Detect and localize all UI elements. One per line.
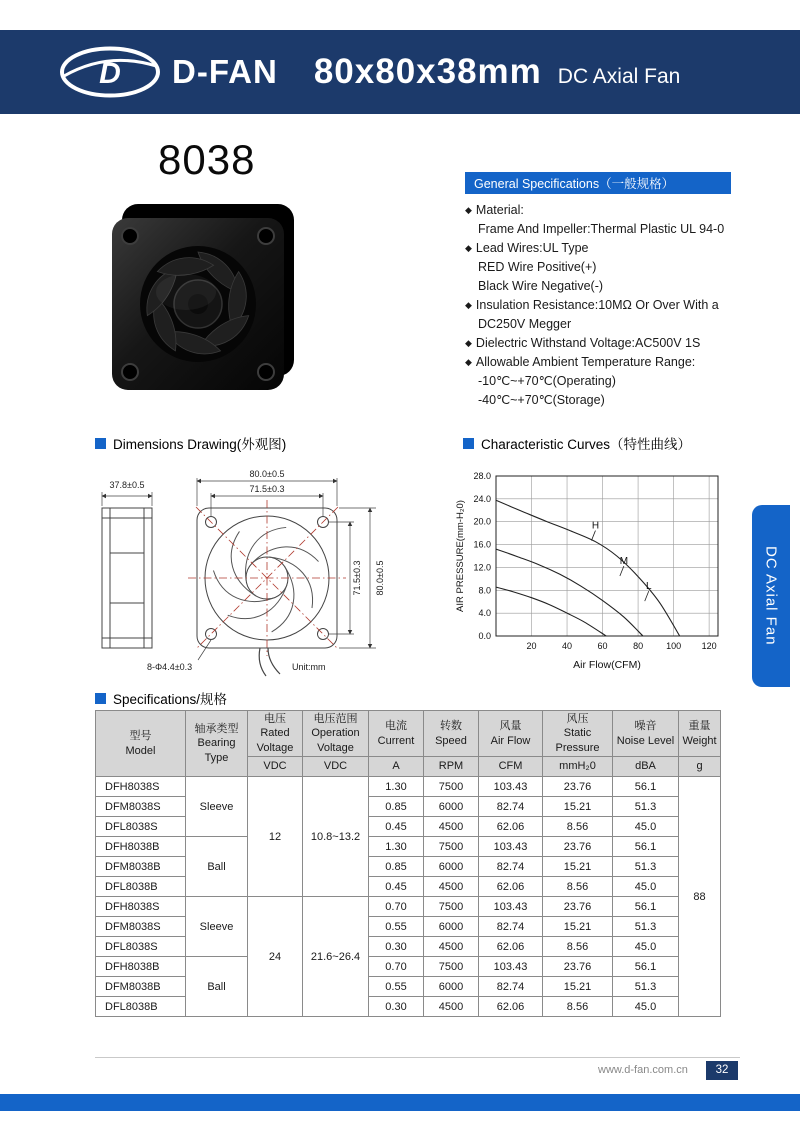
side-view	[102, 508, 152, 648]
table-cell: 0.85	[369, 857, 424, 877]
section-specifications	[95, 688, 227, 708]
table-cell: 56.1	[613, 957, 679, 977]
column-unit: VDC	[303, 757, 369, 777]
curves-plot	[473, 471, 718, 651]
table-cell: 15.21	[543, 797, 613, 817]
table-cell: 23.76	[543, 777, 613, 797]
header-title-group	[314, 52, 681, 92]
column-header: 转数 Speed	[424, 711, 479, 757]
spec-text: Frame And Impeller:Thermal Plastic UL 94-0	[478, 222, 725, 236]
diamond-bullet-icon: ◆	[465, 338, 472, 348]
spec-line	[465, 201, 755, 220]
table-cell: 103.43	[479, 837, 543, 857]
section-square-icon	[463, 438, 474, 449]
column-header: 噪音 Noise Level	[613, 711, 679, 757]
product-photo	[106, 196, 304, 406]
table-cell: 15.21	[543, 917, 613, 937]
spec-line	[465, 220, 755, 239]
brand-name: D-FAN	[172, 53, 278, 90]
table-cell: 4500	[424, 997, 479, 1017]
diamond-bullet-icon: ◆	[465, 205, 472, 215]
plot-border	[496, 476, 718, 636]
characteristic-curves-chart	[452, 466, 730, 684]
table-cell: 1.30	[369, 777, 424, 797]
table-cell: DFM8038B	[96, 977, 186, 997]
table-cell: DFH8038B	[96, 837, 186, 857]
table-row	[96, 897, 721, 917]
spec-line	[465, 372, 755, 391]
table-cell: DFM8038B	[96, 857, 186, 877]
table-cell: 0.45	[369, 877, 424, 897]
table-cell: 8.56	[543, 877, 613, 897]
chart-xlabel: Air Flow(CFM)	[573, 659, 641, 671]
side-tab: DC Axial Fan	[752, 505, 790, 687]
table-cell: 8.56	[543, 817, 613, 837]
table-cell: DFM8038S	[96, 917, 186, 937]
diamond-bullet-icon: ◆	[465, 357, 472, 367]
table-cell: 15.21	[543, 977, 613, 997]
table-cell: 7500	[424, 777, 479, 797]
column-header: 重量 Weight	[679, 711, 721, 757]
table-cell: 45.0	[613, 817, 679, 837]
table-cell: 51.3	[613, 977, 679, 997]
table-cell: 4500	[424, 937, 479, 957]
spec-line	[465, 239, 755, 258]
spec-text: Material:	[475, 203, 524, 217]
spec-line	[465, 391, 755, 410]
curve-label-leader	[591, 531, 595, 541]
brand-logo-icon	[58, 45, 162, 99]
curve-label-leader	[645, 591, 649, 601]
spec-line	[465, 315, 755, 334]
spec-text: Lead Wires:UL Type	[475, 241, 589, 255]
spec-text: -40℃~+70℃(Storage)	[478, 393, 605, 407]
table-cell: 0.30	[369, 937, 424, 957]
x-tick-label: 80	[633, 641, 644, 651]
logo-letter: D	[99, 57, 121, 90]
column-header: 型号 Model	[96, 711, 186, 777]
table-cell: Sleeve	[186, 897, 248, 957]
spec-text: Allowable Ambient Temperature Range:	[475, 355, 696, 369]
general-specs-header: General Specifications（一般规格）	[465, 172, 731, 194]
table-cell: 88	[679, 777, 721, 1017]
column-unit: dBA	[613, 757, 679, 777]
front-view-blades	[213, 527, 319, 632]
y-tick-label: 12.0	[473, 562, 491, 573]
table-cell: 6000	[424, 977, 479, 997]
column-unit: CFM	[479, 757, 543, 777]
table-cell: 82.74	[479, 857, 543, 877]
curves-svg	[452, 466, 730, 684]
spec-table-head	[96, 711, 721, 777]
table-cell: 0.85	[369, 797, 424, 817]
table-cell: 62.06	[479, 817, 543, 837]
depth-dimension-lines	[102, 492, 152, 506]
dim-height-holes: 71.5±0.3	[352, 560, 362, 596]
table-cell: DFL8038S	[96, 937, 186, 957]
table-cell: 0.55	[369, 917, 424, 937]
table-cell: 103.43	[479, 777, 543, 797]
table-cell: 0.55	[369, 977, 424, 997]
y-tick-label: 8.0	[478, 585, 491, 596]
y-tick-label: 4.0	[478, 608, 491, 619]
table-cell: 1.30	[369, 837, 424, 857]
spec-line	[465, 296, 755, 315]
section-square-icon	[95, 693, 106, 704]
table-cell: 45.0	[613, 937, 679, 957]
section-specifications-label: Specifications/规格	[113, 692, 228, 707]
table-cell: 82.74	[479, 797, 543, 817]
fan-size-title: 80x80x38mm	[313, 52, 542, 91]
center-lines	[188, 500, 346, 656]
section-dimensions	[95, 433, 286, 453]
curve-label-M: M	[619, 556, 629, 567]
general-specs-list	[465, 201, 755, 410]
table-cell: 0.70	[369, 957, 424, 977]
column-header: 风压 Static Pressure	[543, 711, 613, 757]
lead-wires	[259, 648, 280, 676]
page-number: 32	[706, 1061, 738, 1080]
spec-text: Black Wire Negative(-)	[478, 279, 604, 293]
table-cell: Ball	[186, 957, 248, 1017]
x-tick-label: 60	[597, 641, 608, 651]
spec-text: Insulation Resistance:10MΩ Or Over With a	[475, 298, 719, 312]
dim-width-holes: 71.5±0.3	[249, 484, 285, 494]
table-cell: DFH8038B	[96, 957, 186, 977]
table-cell: Ball	[186, 837, 248, 897]
table-cell: 45.0	[613, 997, 679, 1017]
table-row	[96, 837, 721, 857]
dim-width-outer: 80.0±0.5	[249, 469, 285, 479]
table-cell: 23.76	[543, 897, 613, 917]
spec-line	[465, 353, 755, 372]
table-cell: DFL8038S	[96, 817, 186, 837]
table-cell: 6000	[424, 797, 479, 817]
table-cell: 8.56	[543, 937, 613, 957]
column-unit: g	[679, 757, 721, 777]
table-cell: 0.70	[369, 897, 424, 917]
column-header: 电压范围 Operation Voltage	[303, 711, 369, 757]
y-tick-label: 16.0	[473, 539, 491, 550]
table-cell: 56.1	[613, 837, 679, 857]
table-cell: DFL8038B	[96, 877, 186, 897]
chart-ylabel: AIR PRESSURE(mm-H₂0)	[455, 500, 466, 612]
unit-label: Unit:mm	[292, 662, 326, 672]
table-cell: Sleeve	[186, 777, 248, 837]
specifications-table	[95, 710, 721, 1017]
table-cell: 7500	[424, 957, 479, 977]
spec-text: DC250V Megger	[478, 317, 572, 331]
dim-height-outer: 80.0±0.5	[375, 560, 385, 596]
spec-line	[465, 277, 755, 296]
table-cell: 23.76	[543, 837, 613, 857]
table-cell: 56.1	[613, 897, 679, 917]
section-dimensions-label: Dimensions Drawing(外观图)	[113, 437, 287, 452]
table-cell: 10.8~13.2	[303, 777, 369, 897]
table-cell: 24	[248, 897, 303, 1017]
spec-text: RED Wire Positive(+)	[478, 260, 597, 274]
table-cell: 56.1	[613, 777, 679, 797]
x-tick-label: 40	[562, 641, 573, 651]
table-cell: 21.6~26.4	[303, 897, 369, 1017]
spec-line	[465, 334, 755, 353]
table-row	[96, 777, 721, 797]
diamond-bullet-icon: ◆	[465, 243, 472, 253]
table-cell: 6000	[424, 917, 479, 937]
spec-table-body	[96, 777, 721, 1017]
table-cell: 62.06	[479, 937, 543, 957]
curve-label-H: H	[591, 520, 600, 532]
footer-url: www.d-fan.com.cn	[598, 1064, 688, 1076]
column-unit: mmH₂0	[543, 757, 613, 777]
header-band	[0, 30, 800, 114]
bottom-bar	[0, 1094, 800, 1111]
spec-line	[465, 258, 755, 277]
y-tick-label: 20.0	[473, 516, 491, 527]
fan-photo-graphic	[106, 196, 304, 406]
table-cell: 15.21	[543, 857, 613, 877]
model-number: 8038	[158, 136, 256, 183]
y-tick-label: 24.0	[473, 493, 491, 504]
table-cell: 51.3	[613, 857, 679, 877]
table-cell: 7500	[424, 897, 479, 917]
table-cell: DFH8038S	[96, 777, 186, 797]
column-unit: RPM	[424, 757, 479, 777]
dim-depth: 37.8±0.5	[109, 480, 145, 490]
diamond-bullet-icon: ◆	[465, 300, 472, 310]
curve-H	[496, 500, 680, 636]
table-cell: 6000	[424, 857, 479, 877]
column-unit: A	[369, 757, 424, 777]
table-cell: 51.3	[613, 797, 679, 817]
table-cell: 23.76	[543, 957, 613, 977]
column-header: 电流 Current	[369, 711, 424, 757]
table-cell: 51.3	[613, 917, 679, 937]
x-tick-label: 120	[701, 641, 717, 651]
curve-L	[496, 587, 606, 636]
column-unit: VDC	[248, 757, 303, 777]
table-cell: 4500	[424, 817, 479, 837]
table-cell: 103.43	[479, 957, 543, 977]
table-cell: 62.06	[479, 997, 543, 1017]
dimensions-drawing	[92, 458, 447, 688]
dim-holes-note: 8-Φ4.4±0.3	[147, 662, 193, 672]
table-cell: 8.56	[543, 997, 613, 1017]
table-cell: 0.45	[369, 817, 424, 837]
column-header: 电压 Rated Voltage	[248, 711, 303, 757]
y-tick-label: 28.0	[473, 471, 491, 481]
table-cell: DFL8038B	[96, 997, 186, 1017]
table-cell: DFM8038S	[96, 797, 186, 817]
table-cell: 103.43	[479, 897, 543, 917]
section-curves	[463, 433, 691, 453]
table-cell: DFH8038S	[96, 897, 186, 917]
table-cell: 12	[248, 777, 303, 897]
table-cell: 82.74	[479, 977, 543, 997]
curve-label-L: L	[645, 581, 652, 593]
table-cell: 0.30	[369, 997, 424, 1017]
table-cell: 4500	[424, 877, 479, 897]
x-tick-label: 20	[526, 641, 537, 651]
section-square-icon	[95, 438, 106, 449]
y-tick-label: 0.0	[478, 631, 491, 641]
footer-rule	[95, 1057, 740, 1058]
header-subtitle: DC Axial Fan	[557, 65, 681, 88]
column-header: 轴承类型 Bearing Type	[186, 711, 248, 777]
table-cell: 82.74	[479, 917, 543, 937]
section-curves-label: Characteristic Curves（特性曲线）	[481, 437, 692, 452]
dimensions-drawing-svg	[92, 458, 447, 688]
table-cell: 7500	[424, 837, 479, 857]
table-row	[96, 957, 721, 977]
x-tick-label: 100	[666, 641, 682, 651]
holes-leader-line	[198, 640, 211, 660]
spec-text: -10℃~+70℃(Operating)	[478, 374, 616, 388]
table-cell: 62.06	[479, 877, 543, 897]
table-cell: 45.0	[613, 877, 679, 897]
spec-text: Dielectric Withstand Voltage:AC500V 1S	[475, 336, 701, 350]
column-header: 风量 Air Flow	[479, 711, 543, 757]
